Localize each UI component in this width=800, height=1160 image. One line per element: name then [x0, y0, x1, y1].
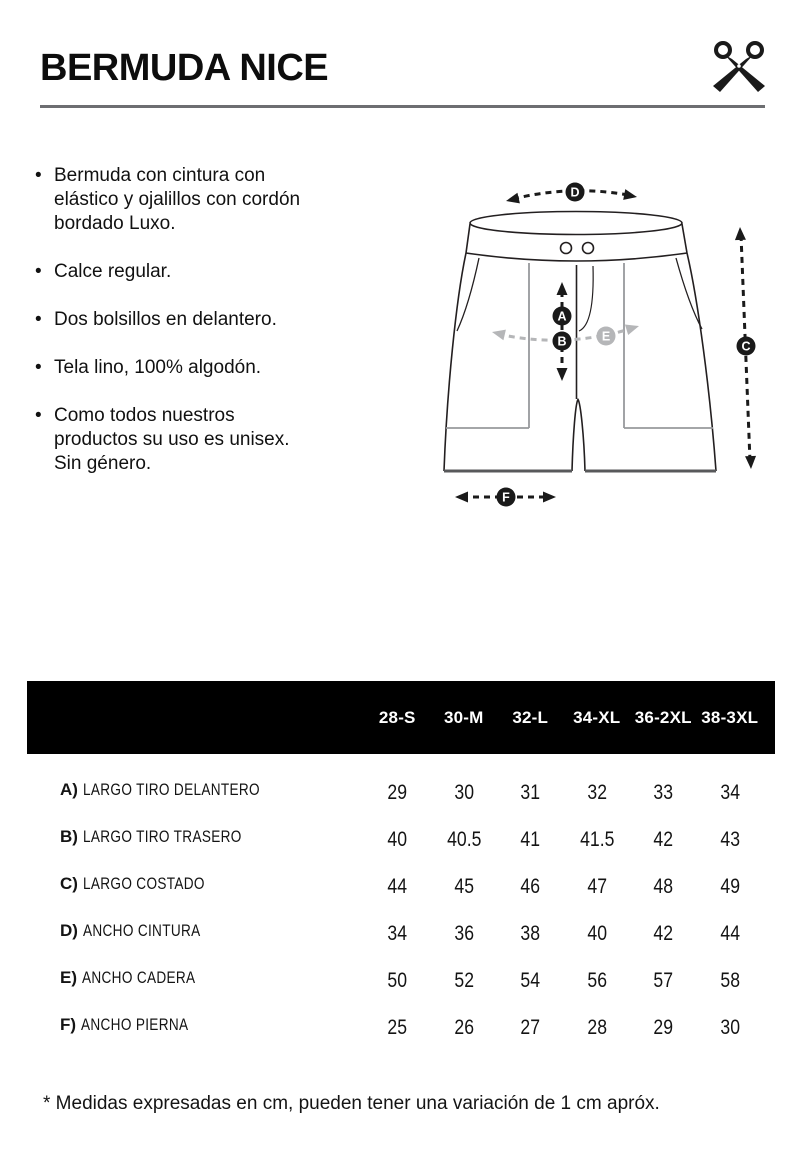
list-item: [35, 260, 335, 284]
list-item: [35, 308, 335, 332]
table-row: [27, 907, 775, 954]
measure-value: 44: [719, 921, 740, 945]
size-column-header: 32-L: [512, 707, 549, 727]
measure-value: 44: [387, 874, 408, 898]
measure-value: 31: [520, 780, 541, 804]
feature-text: Calce regular.: [54, 261, 172, 282]
feature-text: Bermuda con cintura con elástico y ojalillos con cordón bordado Luxo.: [54, 165, 301, 234]
size-column-header: 30-M: [443, 707, 484, 727]
measure-value: 48: [653, 874, 674, 898]
bullet-icon: •: [35, 165, 42, 186]
measure-value: 30: [453, 780, 474, 804]
measure-value: 58: [719, 968, 740, 992]
measure-value: 41: [520, 827, 541, 851]
measure-value: 50: [387, 968, 408, 992]
measure-value: 40: [586, 921, 607, 945]
measure-label: B) LARGO TIRO TRASERO: [60, 826, 242, 846]
table-row: [27, 860, 775, 907]
measure-value: 36: [453, 921, 474, 945]
measure-value: 49: [719, 874, 740, 898]
measurement-footnote: * Medidas expresadas en cm, pueden tener una variación de 1 cm apróx.: [43, 1093, 660, 1114]
feature-text: Tela lino, 100% algodón.: [54, 357, 262, 378]
marker-label-e: E: [601, 329, 611, 344]
measure-label: E) ANCHO CADERA: [60, 967, 196, 987]
feature-text: Dos bolsillos en delantero.: [54, 309, 277, 330]
bullet-icon: •: [35, 309, 42, 330]
table-row: [27, 954, 775, 1001]
table-row: [27, 766, 775, 813]
measure-label: C) LARGO COSTADO: [60, 873, 205, 893]
marker-label-c: C: [741, 339, 751, 354]
list-item: [35, 356, 335, 380]
scissors-icon: [703, 34, 767, 98]
measure-value: 38: [520, 921, 541, 945]
measure-value: 42: [653, 921, 674, 945]
feature-text: Como todos nuestros productos su uso es unisex. Sin género.: [54, 405, 290, 474]
measure-value: 34: [719, 780, 740, 804]
measure-label: D) ANCHO CINTURA: [60, 920, 201, 940]
measure-value: 25: [387, 1015, 408, 1039]
measure-value: 46: [520, 874, 541, 898]
size-table: [27, 681, 775, 1048]
marker-label-a: A: [557, 309, 567, 324]
size-column-header: 34-XL: [573, 707, 621, 727]
marker-label-b: B: [557, 334, 567, 349]
list-item: [35, 404, 335, 476]
bullet-icon: •: [35, 405, 42, 426]
list-item: [35, 164, 335, 236]
bullet-icon: •: [35, 357, 42, 378]
measure-value: 29: [653, 1015, 674, 1039]
measure-value: 56: [586, 968, 607, 992]
measure-value: 52: [453, 968, 474, 992]
size-table-header: [27, 681, 775, 754]
page-title: BERMUDA NICE: [40, 47, 329, 89]
shorts-measurement-diagram: [430, 163, 782, 518]
measure-value: 41.5: [579, 827, 614, 851]
measure-markers: [497, 183, 756, 507]
measure-value: 40: [387, 827, 408, 851]
size-column-header: 36-2XL: [634, 707, 692, 727]
measure-value: 32: [586, 780, 607, 804]
size-column-header: 38-3XL: [701, 707, 759, 727]
product-feature-list: [35, 164, 335, 500]
measure-value: 43: [719, 827, 740, 851]
marker-label-f: F: [502, 490, 510, 505]
marker-label-d: D: [570, 185, 580, 200]
measure-value: 30: [719, 1015, 740, 1039]
measure-value: 47: [586, 874, 607, 898]
bullet-icon: •: [35, 261, 42, 282]
measure-value: 28: [586, 1015, 607, 1039]
measure-label: F) ANCHO PIERNA: [60, 1014, 189, 1034]
measure-value: 29: [387, 780, 408, 804]
measure-label: A) LARGO TIRO DELANTERO: [60, 779, 260, 799]
measure-value: 42: [653, 827, 674, 851]
measure-value: 33: [653, 780, 674, 804]
measure-value: 45: [453, 874, 474, 898]
table-row: [27, 1001, 775, 1048]
measure-value: 40.5: [446, 827, 481, 851]
table-row: [27, 813, 775, 860]
measure-value: 57: [653, 968, 674, 992]
measure-value: 26: [453, 1015, 474, 1039]
measure-value: 27: [520, 1015, 541, 1039]
size-column-header: 28-S: [378, 707, 416, 727]
header-divider: [40, 105, 765, 108]
measure-value: 54: [520, 968, 541, 992]
measure-value: 34: [387, 921, 408, 945]
